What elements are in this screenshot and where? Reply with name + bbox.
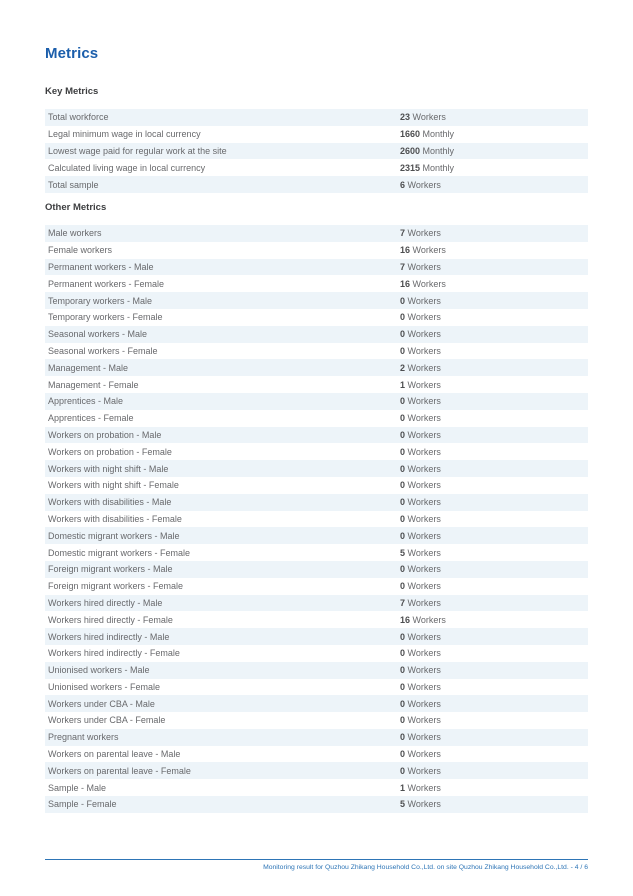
metric-row: [45, 376, 588, 393]
metric-row: [45, 443, 588, 460]
metric-unit: Workers: [407, 665, 441, 676]
metric-unit: Workers: [407, 681, 441, 692]
metric-unit: Workers: [407, 463, 441, 474]
metric-unit: Workers: [407, 698, 441, 709]
metric-unit: Workers: [407, 597, 441, 608]
metric-unit: Monthly: [422, 145, 455, 156]
metric-unit: Workers: [407, 413, 441, 424]
metric-number: 0: [400, 749, 406, 760]
metric-row: [45, 292, 588, 309]
metric-number: 0: [400, 665, 406, 676]
metric-value: [400, 699, 441, 709]
metric-unit: Workers: [407, 329, 441, 340]
metric-label: Workers on probation - Male: [48, 429, 162, 440]
metric-row: [45, 176, 588, 193]
metric-value: [400, 648, 441, 658]
metric-row: [45, 410, 588, 427]
metric-row: [45, 242, 588, 259]
metric-row: [45, 159, 588, 176]
metric-number: 0: [400, 463, 406, 474]
metric-unit: Workers: [407, 581, 441, 592]
metric-label: Workers under CBA - Female: [48, 715, 166, 726]
metric-unit: Workers: [407, 799, 441, 810]
metric-row: [45, 326, 588, 343]
metric-number: 0: [400, 698, 406, 709]
metric-number: 6: [400, 179, 406, 190]
metric-row: [45, 477, 588, 494]
metric-row: [45, 126, 588, 143]
metric-unit: Workers: [407, 429, 441, 440]
metric-row: [45, 578, 588, 595]
metric-row: [45, 527, 588, 544]
metric-number: 16: [400, 278, 411, 289]
metric-row: [45, 343, 588, 360]
metric-number: 0: [400, 530, 406, 541]
metric-value: [400, 497, 441, 507]
metric-unit: Workers: [407, 446, 441, 457]
metric-row: [45, 561, 588, 578]
metric-label: Foreign migrant workers - Male: [48, 564, 173, 575]
metric-row: [45, 109, 588, 126]
page-title: Metrics: [45, 45, 99, 62]
metric-number: 0: [400, 513, 406, 524]
metric-label: Permanent workers - Female: [48, 278, 165, 289]
metric-label: Workers on parental leave - Male: [48, 749, 181, 760]
metric-value: [400, 632, 441, 642]
metric-unit: Workers: [407, 631, 441, 642]
metric-label: Sample - Female: [48, 799, 117, 810]
key-metrics-table: [45, 109, 588, 193]
metric-value: [400, 799, 441, 809]
metric-value: [400, 380, 441, 390]
metric-label: Lowest wage paid for regular work at the site: [48, 145, 227, 156]
metric-label: Domestic migrant workers - Female: [48, 547, 191, 558]
metric-row: [45, 695, 588, 712]
metric-number: 0: [400, 413, 406, 424]
metric-label: Temporary workers - Female: [48, 312, 163, 323]
metric-number: 16: [400, 245, 411, 256]
metric-label: Workers on parental leave - Female: [48, 765, 191, 776]
metric-unit: Workers: [407, 497, 441, 508]
metric-value: [400, 732, 441, 742]
metric-row: [45, 393, 588, 410]
metric-value: [400, 749, 441, 759]
metric-value: [400, 598, 441, 608]
metric-unit: Workers: [407, 530, 441, 541]
metric-number: 0: [400, 765, 406, 776]
metric-label: Seasonal workers - Female: [48, 345, 158, 356]
metric-label: Total workforce: [48, 112, 109, 123]
metric-label: Workers hired directly - Male: [48, 597, 163, 608]
metric-value: [400, 531, 441, 541]
metric-number: 0: [400, 497, 406, 508]
metric-number: 0: [400, 631, 406, 642]
metric-row: [45, 427, 588, 444]
metric-number: 0: [400, 329, 406, 340]
metric-number: 7: [400, 261, 406, 272]
metric-number: 16: [400, 614, 411, 625]
metric-label: Pregnant workers: [48, 732, 119, 743]
metric-number: 2600: [400, 145, 421, 156]
metric-value: [400, 682, 441, 692]
metric-value: [400, 346, 441, 356]
metric-number: 0: [400, 345, 406, 356]
metric-value: [400, 480, 441, 490]
metric-label: Calculated living wage in local currency: [48, 162, 206, 173]
metric-value: [400, 329, 441, 339]
metric-unit: Workers: [407, 547, 441, 558]
metric-unit: Workers: [407, 765, 441, 776]
metric-value: [400, 715, 441, 725]
metric-label: Sample - Male: [48, 782, 107, 793]
metric-number: 0: [400, 581, 406, 592]
metric-number: 2315: [400, 162, 421, 173]
metric-row: [45, 460, 588, 477]
metric-label: Unionised workers - Male: [48, 665, 150, 676]
metric-number: 1: [400, 379, 406, 390]
other-metrics-table: [45, 225, 588, 813]
metric-value: [400, 396, 441, 406]
metric-label: Unionised workers - Female: [48, 681, 161, 692]
footer-text: Monitoring result for Quzhou Zhikang Household Co.,Ltd. on site Quzhou Zhikang Household Co.,Ltd. - 4 / 6: [263, 864, 588, 871]
metric-row: [45, 494, 588, 511]
metric-unit: Workers: [412, 112, 446, 123]
metric-value: [400, 665, 441, 675]
metric-unit: Workers: [407, 715, 441, 726]
metric-value: [400, 783, 441, 793]
metric-label: Workers on probation - Female: [48, 446, 172, 457]
metric-row: [45, 225, 588, 242]
metric-row: [45, 712, 588, 729]
metric-value: [400, 180, 441, 190]
metric-row: [45, 259, 588, 276]
metric-label: Apprentices - Female: [48, 413, 134, 424]
metric-row: [45, 796, 588, 813]
metric-number: 0: [400, 480, 406, 491]
section-heading-key-metrics: Key Metrics: [45, 86, 99, 97]
metric-number: 5: [400, 547, 406, 558]
metric-number: 5: [400, 799, 406, 810]
metric-label: Apprentices - Male: [48, 396, 124, 407]
metric-number: 0: [400, 564, 406, 575]
metric-row: [45, 143, 588, 160]
metric-label: Permanent workers - Male: [48, 261, 154, 272]
metric-value: [400, 464, 441, 474]
metric-value: [400, 312, 441, 322]
metric-unit: Workers: [407, 648, 441, 659]
metric-unit: Workers: [407, 261, 441, 272]
metric-label: Workers under CBA - Male: [48, 698, 155, 709]
metric-number: 7: [400, 228, 406, 239]
section-heading-other-metrics: Other Metrics: [45, 201, 107, 213]
metric-unit: Monthly: [422, 162, 455, 173]
metric-number: 0: [400, 681, 406, 692]
metric-label: Foreign migrant workers - Female: [48, 581, 184, 592]
metric-row: [45, 611, 588, 628]
metric-number: 23: [400, 112, 411, 123]
metric-unit: Workers: [407, 179, 441, 190]
metric-label: Workers hired directly - Female: [48, 614, 173, 625]
metric-value: [400, 548, 441, 558]
metric-label: Male workers: [48, 228, 102, 239]
metric-unit: Workers: [407, 379, 441, 390]
metric-number: 0: [400, 396, 406, 407]
metric-number: 0: [400, 715, 406, 726]
metric-row: [45, 662, 588, 679]
metric-row: [45, 595, 588, 612]
metric-number: 0: [400, 429, 406, 440]
metric-row: [45, 511, 588, 528]
metric-number: 2: [400, 362, 406, 373]
metric-row: [45, 628, 588, 645]
metric-value: [400, 163, 454, 173]
metric-row: [45, 746, 588, 763]
metric-label: Seasonal workers - Male: [48, 329, 148, 340]
metric-unit: Workers: [407, 513, 441, 524]
metric-number: 0: [400, 312, 406, 323]
metric-unit: Workers: [407, 782, 441, 793]
metric-label: Female workers: [48, 245, 113, 256]
metric-value: [400, 766, 441, 776]
metric-value: [400, 279, 446, 289]
metric-value: [400, 413, 441, 423]
metric-label: Management - Female: [48, 379, 139, 390]
metric-label: Workers with disabilities - Female: [48, 513, 182, 524]
metric-row: [45, 779, 588, 796]
metric-number: 1: [400, 782, 406, 793]
metric-value: [400, 447, 441, 457]
metric-label: Domestic migrant workers - Male: [48, 530, 180, 541]
metric-value: [400, 245, 446, 255]
metric-unit: Workers: [407, 480, 441, 491]
metric-label: Total sample: [48, 179, 99, 190]
metric-row: [45, 275, 588, 292]
metric-row: [45, 544, 588, 561]
metric-unit: Workers: [407, 345, 441, 356]
metric-value: [400, 363, 441, 373]
metric-value: [400, 564, 441, 574]
metric-value: [400, 430, 441, 440]
metric-unit: Workers: [407, 564, 441, 575]
metric-value: [400, 146, 454, 156]
metric-label: Workers hired indirectly - Female: [48, 648, 180, 659]
metric-row: [45, 309, 588, 326]
page-footer: [45, 859, 588, 872]
metric-value: [400, 112, 446, 122]
metric-label: Workers with night shift - Female: [48, 480, 179, 491]
metric-unit: Workers: [412, 278, 446, 289]
metric-unit: Workers: [407, 295, 441, 306]
metric-number: 0: [400, 732, 406, 743]
metric-value: [400, 228, 441, 238]
metric-value: [400, 262, 441, 272]
metric-label: Management - Male: [48, 362, 129, 373]
metric-row: [45, 645, 588, 662]
metric-number: 0: [400, 446, 406, 457]
metric-unit: Workers: [407, 312, 441, 323]
metric-number: 1660: [400, 129, 421, 140]
metric-number: 0: [400, 295, 406, 306]
metric-unit: Workers: [407, 362, 441, 373]
metric-row: [45, 679, 588, 696]
metric-label: Workers with night shift - Male: [48, 463, 169, 474]
metric-value: [400, 581, 441, 591]
metric-value: [400, 296, 441, 306]
metric-unit: Workers: [407, 732, 441, 743]
metric-row: [45, 762, 588, 779]
metric-unit: Workers: [412, 245, 446, 256]
metric-label: Workers hired indirectly - Male: [48, 631, 170, 642]
metric-unit: Monthly: [422, 129, 455, 140]
metric-unit: Workers: [412, 614, 446, 625]
metric-row: [45, 359, 588, 376]
metric-label: Legal minimum wage in local currency: [48, 129, 201, 140]
metric-number: 7: [400, 597, 406, 608]
metric-unit: Workers: [407, 396, 441, 407]
metric-value: [400, 514, 441, 524]
metric-label: Workers with disabilities - Male: [48, 497, 172, 508]
metric-number: 0: [400, 648, 406, 659]
metric-value: [400, 615, 446, 625]
metric-value: [400, 129, 454, 139]
metric-unit: Workers: [407, 228, 441, 239]
metric-row: [45, 729, 588, 746]
metric-label: Temporary workers - Male: [48, 295, 153, 306]
metric-unit: Workers: [407, 749, 441, 760]
